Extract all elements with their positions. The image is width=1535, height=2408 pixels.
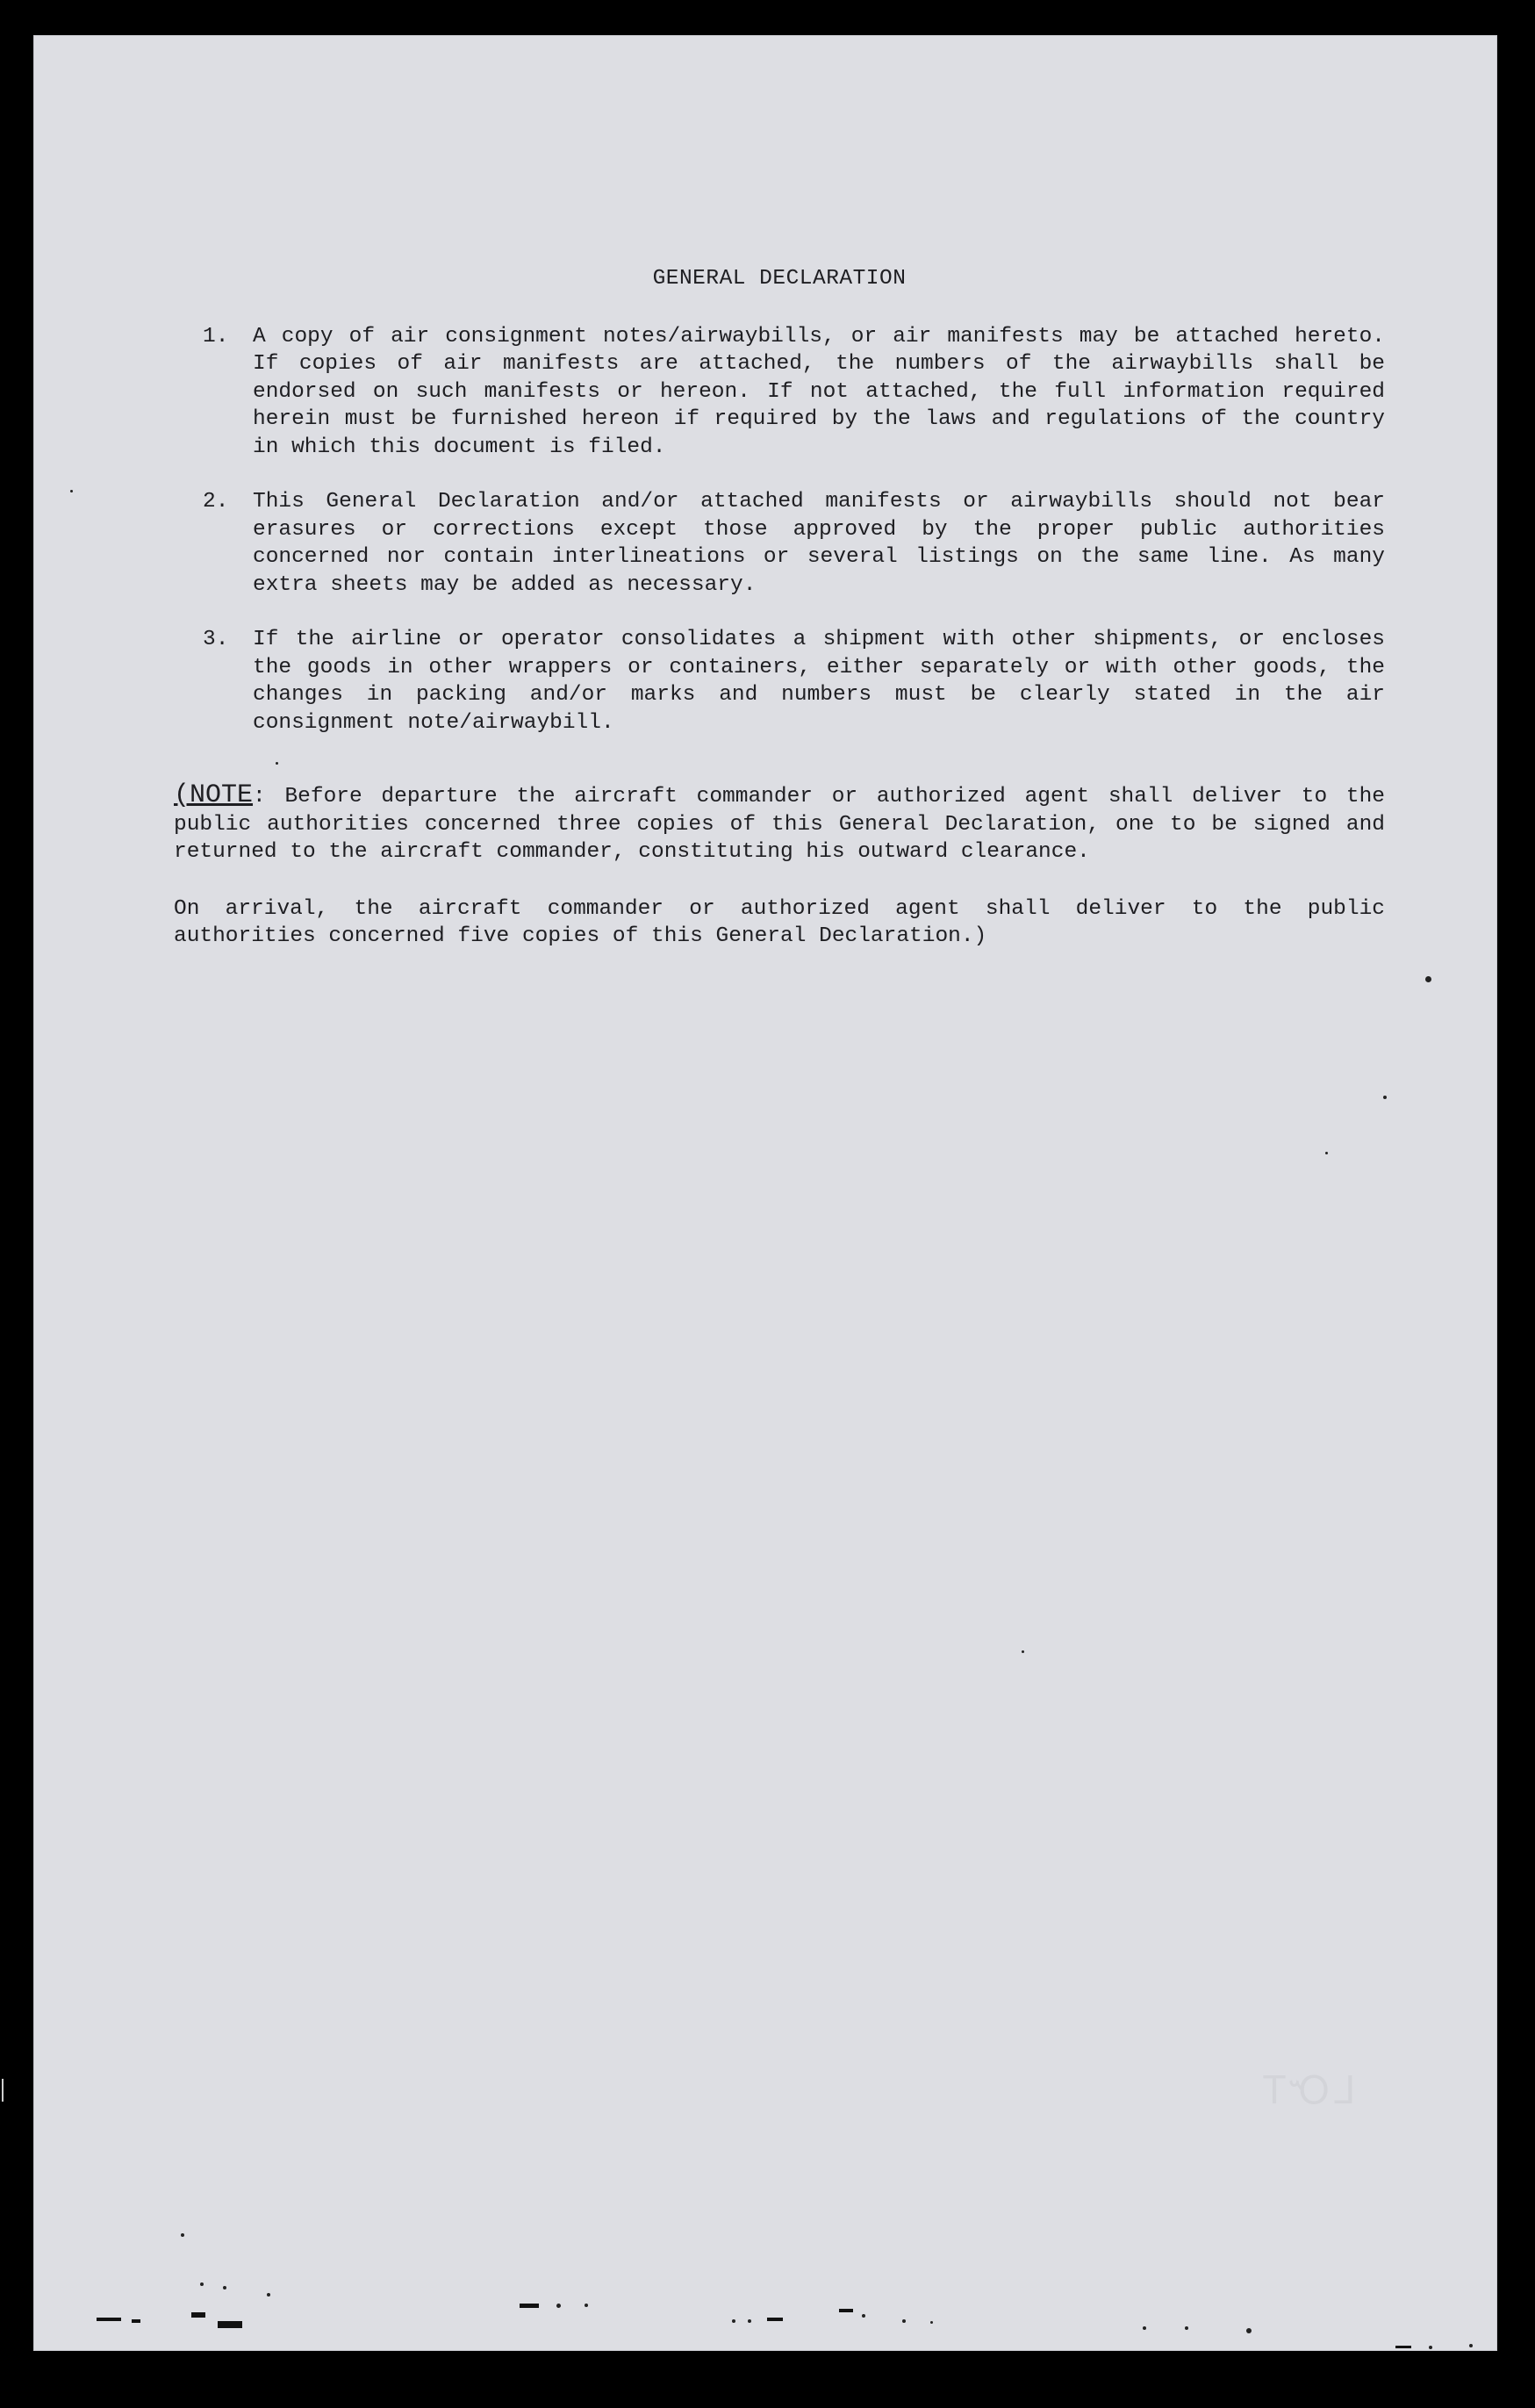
item-number: 3. [203,628,229,651]
scan-artifact [191,2312,205,2318]
document-body [174,265,1385,951]
scan-speck [585,2304,588,2307]
document-page [33,35,1497,2351]
scan-artifact [767,2318,783,2321]
scan-speck [556,2304,561,2308]
scan-artifact [132,2319,140,2323]
scan-artifact [97,2318,121,2321]
scan-speck [862,2314,865,2318]
document-title: GENERAL DECLARATION [652,267,907,291]
scan-speck [1143,2326,1146,2330]
scan-artifact [520,2304,539,2308]
item-number: 2. [203,490,229,514]
note-label: NOTE [190,780,254,810]
scan-speck [181,2233,184,2237]
scan-speck [1185,2326,1188,2330]
scan-speck [732,2319,735,2323]
scan-speck [1325,1152,1328,1154]
scan-speck [70,490,73,492]
item-text: This General Declaration and/or attached manifests or airwaybills should not bear erasures or corrections except those approved by the proper public authorities concerned nor contain interlineations or several listings on the same line. As many extra sheets may be added as necessary. [253,490,1385,597]
scan-speck [902,2319,906,2323]
scan-speck [1429,2346,1432,2349]
scan-edge-mark [2,2079,4,2102]
scan-artifact [218,2321,242,2328]
scan-artifact [1395,2346,1411,2348]
scan-speck [930,2321,933,2324]
note-paragraph [174,782,1385,866]
scan-speck [1383,1096,1387,1099]
arrival-paragraph: On arrival, the aircraft commander or authorized agent shall deliver to the public authorities concerned five copies of this General Declaration.) [174,896,1385,948]
scan-speck [276,762,278,765]
scan-speck [267,2293,270,2297]
scan-speck [200,2282,204,2286]
item-text: If the airline or operator consolidates a shipment with other shipments, or encloses the goods in other wrappers or containers, either separately or with other goods, the changes in packing and/or marks and numbers must be clearly stated in the air consignment note/airwaybill. [253,628,1385,735]
note-text: : Before departure the aircraft commander or authorized agent shall deliver to the public authorities concerned three copies of this General Declaration, one to be signed and returned to the aircraft commander, constituting his outward clearance. [174,785,1385,864]
scan-artifact [839,2309,853,2312]
scan-speck [1022,1650,1024,1653]
item-number: 1. [203,324,229,349]
item-text: A copy of air consignment notes/airwaybills, or air manifests may be attached hereto. If copies of air manifests are attached, the numbers of the airwaybills shall be endorsed on such manifests or hereon. If not attached, the full information required herein must be furnished hereon if required by the laws and regulations of the country in which this document is filed. [253,324,1385,459]
list-item [174,323,1385,462]
show-through-mark: ᏞᏅᎢ [1258,2069,1354,2112]
note-open-paren: ( [174,780,190,810]
scan-speck [1425,976,1431,982]
scan-speck [1469,2344,1473,2347]
scan-speck [223,2286,226,2289]
list-item [174,488,1385,599]
scan-speck [748,2319,751,2323]
scan-speck [1246,2328,1252,2333]
list-item [174,626,1385,737]
